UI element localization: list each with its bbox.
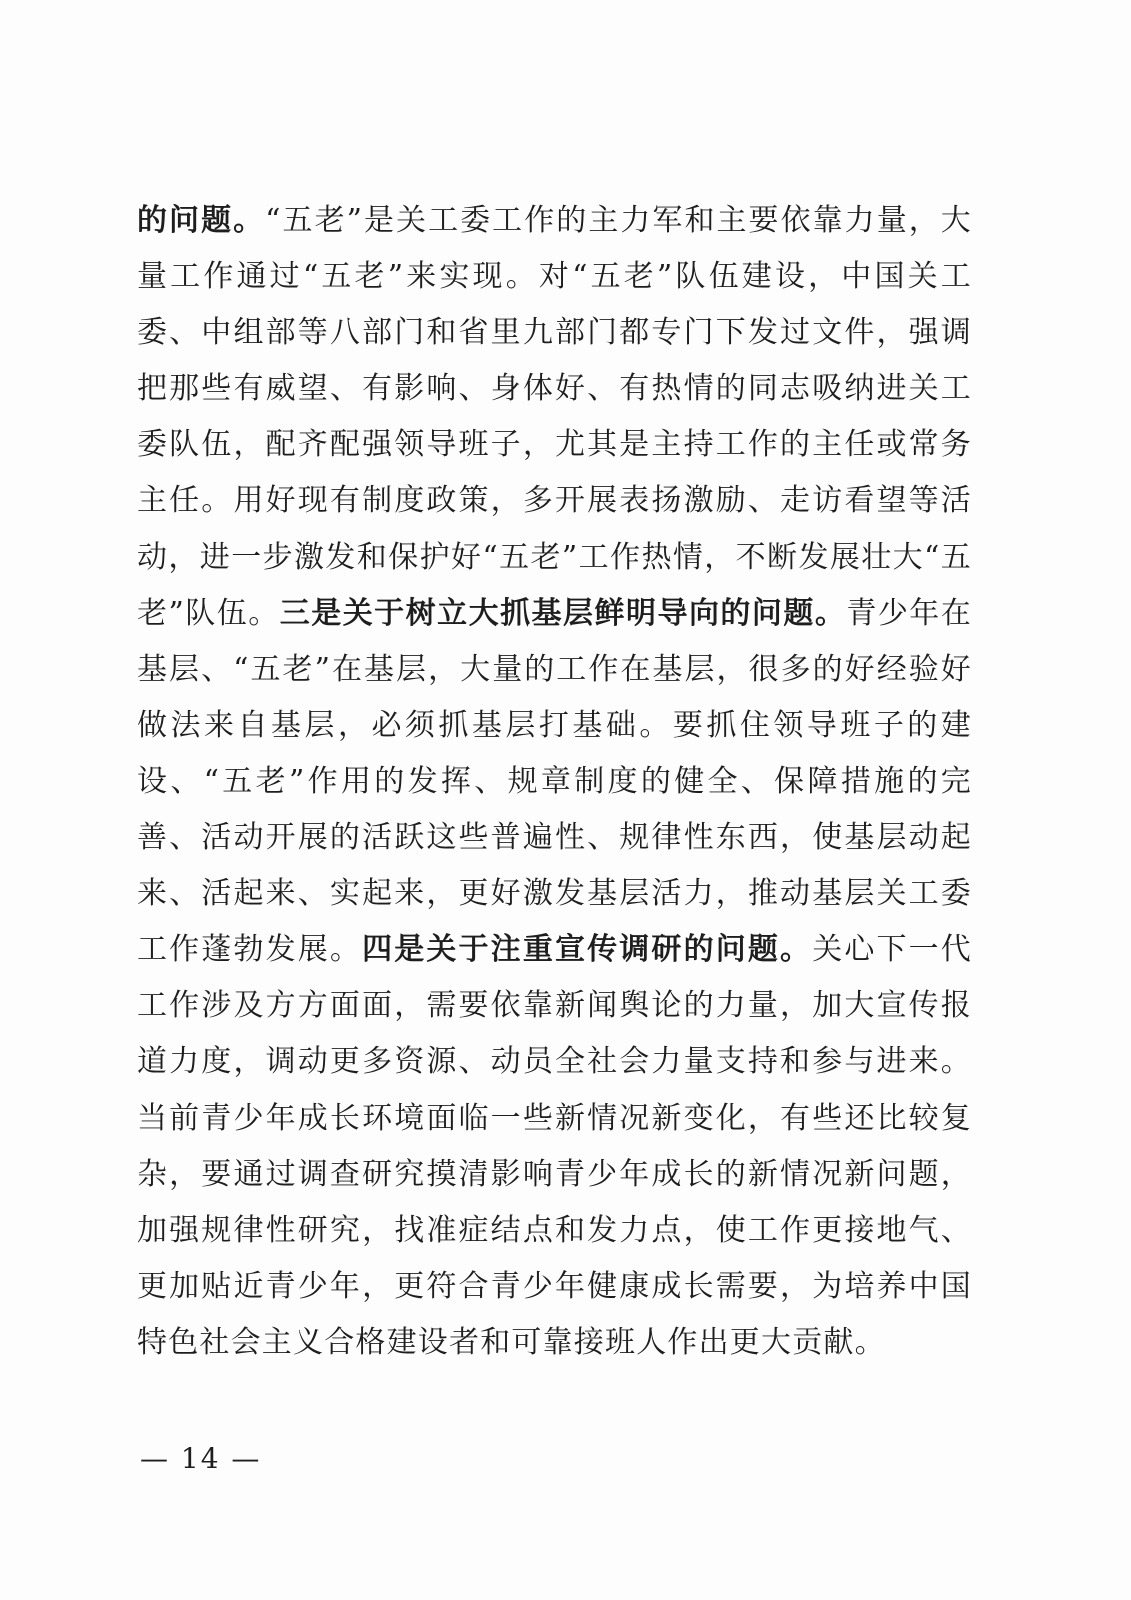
bold-heading-segment: 三是关于树立大抓基层鲜明导向的问题。 [279, 595, 847, 631]
body-text-segment: 青少年在基层、“五老”在基层，大量的工作在基层，很多的好经验好做法来自基层，必须抓基层打基础。要抓住领导班子的建设、“五老”作用的发挥、规章制度的健全、保障措施的完善、活动开展的活跃这些普遍性、规律性东西，使基层动起来、活起来、实起来，更好激发基层活力，推动基层关工委工作蓬勃发展。 [137, 595, 972, 968]
page-number: — 14 — [140, 1442, 262, 1475]
body-text-segment: 关心下一代工作涉及方方面面，需要依靠新闻舆论的力量，加大宣传报道力度，调动更多资源、动员全社会力量支持和参与进来。当前青少年成长环境面临一些新情况新变化，有些还比较复杂，要通过调查研究摸清影响青少年成长的新情况新问题，加强规律性研究，找准症结点和发力点，使工作更接地气、更加贴近青少年，更符合青少年健康成长需要，为培养中国特色社会主义合格建设者和可靠接班人作出更大贡献。 [137, 932, 972, 1360]
bold-heading-segment: 的问题。 [137, 203, 266, 238]
body-text-segment: “五老”是关工委工作的主力军和主要依靠力量，大量工作通过“五老”来实现。对“五老”队伍建设，中国关工委、中组部等八部门和省里九部门都专门下发过文件，强调把那些有威望、有影响、身体好、有热情的同志吸纳进关工委队伍，配齐配强领导班子，尤其是主持工作的主任或常务主任。用好现有制度政策，多开展表扬激励、走访看望等活动，进一步激发和保护好“五老”工作热情，不断发展壮大“五老”队伍。 [137, 203, 972, 631]
body-paragraph [137, 193, 972, 1371]
bold-heading-segment: 四是关于注重宣传调研的问题。 [362, 932, 813, 968]
